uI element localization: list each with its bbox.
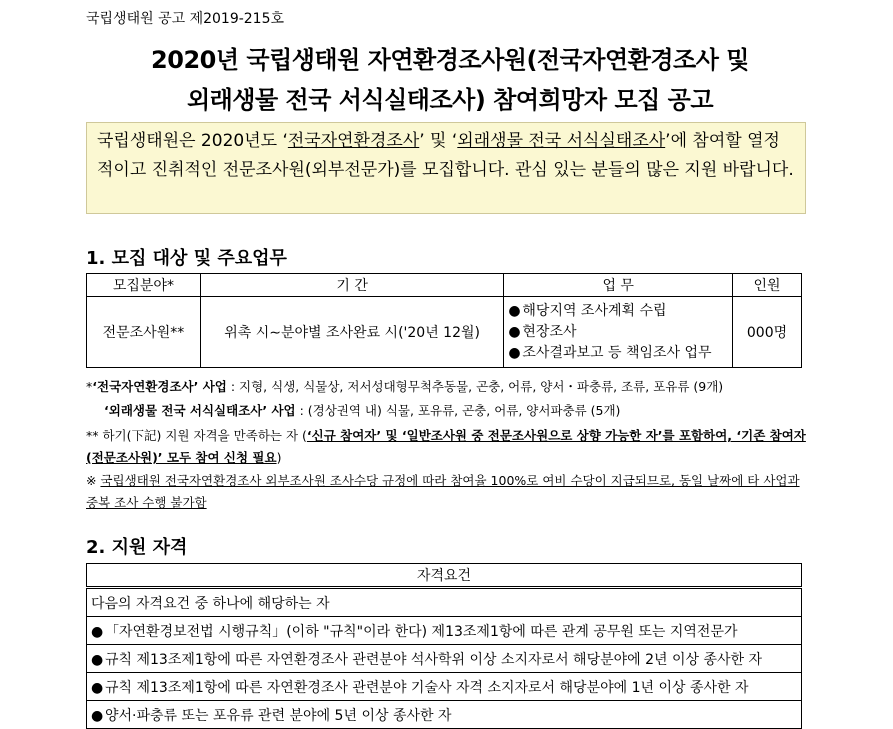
header-duties: 업 무 [504,274,733,297]
reference-mark-icon: ※ [86,473,97,488]
bullet-icon: ● [91,679,104,696]
section-2-heading: 2. 지원 자격 [86,537,188,558]
note-2 [104,400,824,422]
bullet-icon: ● [91,707,104,724]
qualification-item: 「자연환경보전법 시행규칙」(이하 "규칙"이라 한다) 제13조제1항에 따른 관계 공무원 또는 지역전문가 [105,623,738,640]
note-4-text: 국립생태원 전국자연환경조사 외부조사원 조사수당 규정에 따라 참여율 100%로 여비 수당이 지급되므로, 동일 날짜에 타 사업과 중복 조사 수행 불가함 [86,473,800,510]
table-row [87,673,802,701]
note-3-highlight: ‘신규 참여자’ 및 ‘일반조사원 중 전문조사원으로 상향 가능한 자’를 포함하여, ‘기존 참여자(전문조사원)’ 모두 참여 신청 필요 [86,428,806,465]
note-4 [86,470,806,514]
qualification-intro: 다음의 자격요건 중 하나에 해당하는 자 [87,588,802,617]
bullet-icon: ● [91,651,104,668]
intro-text-2: ’ 및 ‘ [419,131,458,151]
qualification-item: 규칙 제13조제1항에 따른 자연환경조사 관련분야 기술사 자격 소지자로서 해당분야에 1년 이상 종사한 자 [105,679,749,696]
title-line-2: 외래생물 전국 서식실태조사) 참여희망자 모집 공고 [186,86,714,114]
header-period: 기 간 [200,274,504,297]
table-row [87,297,802,368]
intro-survey-1: 전국자연환경조사 [287,131,420,151]
qualification-table [86,563,802,729]
bullet-icon: ● [508,323,521,340]
note-1-text: : 지형, 식생, 식물상, 저서성대형무척추동물, 곤충, 어류, 양서・파충류, 조류, 포유류 (9개) [226,379,724,394]
note-1-title: ‘전국자연환경조사’ 사업 [92,379,227,394]
bullet-icon: ● [508,344,521,361]
notice-number: 국립생태원 공고 제2019-215호 [86,11,285,27]
note-3: ** 하기(下記) 지원 자격을 만족하는 자 (‘신규 참여자’ 및 ‘일반조사원 중 전문조사원으로 상향 가능한 자’를 포함하여, ‘기존 참여자(전문조사원)’ 모두 참여 신청 필요) [86,428,806,465]
list-item: ● 해당지역 조사계획 수립 [508,301,728,322]
list-item: ● 현장조사 [508,322,728,343]
header-count: 인원 [733,274,802,297]
count-cell: 000명 [733,297,802,368]
duties-cell [504,297,733,368]
field-cell: 전문조사원** [87,297,201,368]
section-1-heading: 1. 모집 대상 및 주요업무 [86,248,287,269]
note-2-title: ‘외래생물 전국 서식실태조사’ 사업 [104,403,296,418]
qualification-header: 자격요건 [87,564,802,588]
table-row [87,617,802,645]
list-item: ● 조사결과보고 등 책임조사 업무 [508,343,728,364]
header-field: 모집분야* [87,274,201,297]
note-1: *‘전국자연환경조사’ 사업 : 지형, 식생, 식물상, 저서성대형무척추동물, 곤충, 어류, 양서・파충류, 조류, 포유류 (9개) [86,379,724,394]
qualification-item: 양서·파충류 또는 포유류 관련 분야에 5년 이상 종사한 자 [105,707,452,724]
note-2-text: : (경상권역 내) 식물, 포유류, 곤충, 어류, 양서파충류 (5개) [295,403,621,418]
intro-box [86,122,806,214]
table-header-row [87,274,802,297]
intro-text-3: ’에 참여할 열정적이고 진취적인 전문조사원(외부전문가)를 모집합니다. 관심 있는 분들의 많은 지원 바랍니다. [97,131,794,180]
table-row [87,701,802,729]
intro-survey-2: 외래생물 전국 서식실태조사 [457,131,666,151]
bullet-icon: ● [508,302,521,319]
table-row [87,645,802,673]
period-cell: 위촉 시∼분야별 조사완료 시('20년 12월) [200,297,504,368]
qualification-item: 규칙 제13조제1항에 따른 자연환경조사 관련분야 석사학위 이상 소지자로서 해당분야에 2년 이상 종사한 자 [105,651,763,668]
title-line-1: 2020년 국립생태원 자연환경조사원(전국자연환경조사 및 [151,46,749,74]
bullet-icon: ● [91,623,104,640]
intro-text-1: 국립생태원은 2020년도 ‘ [97,131,288,151]
recruitment-table [86,273,802,368]
